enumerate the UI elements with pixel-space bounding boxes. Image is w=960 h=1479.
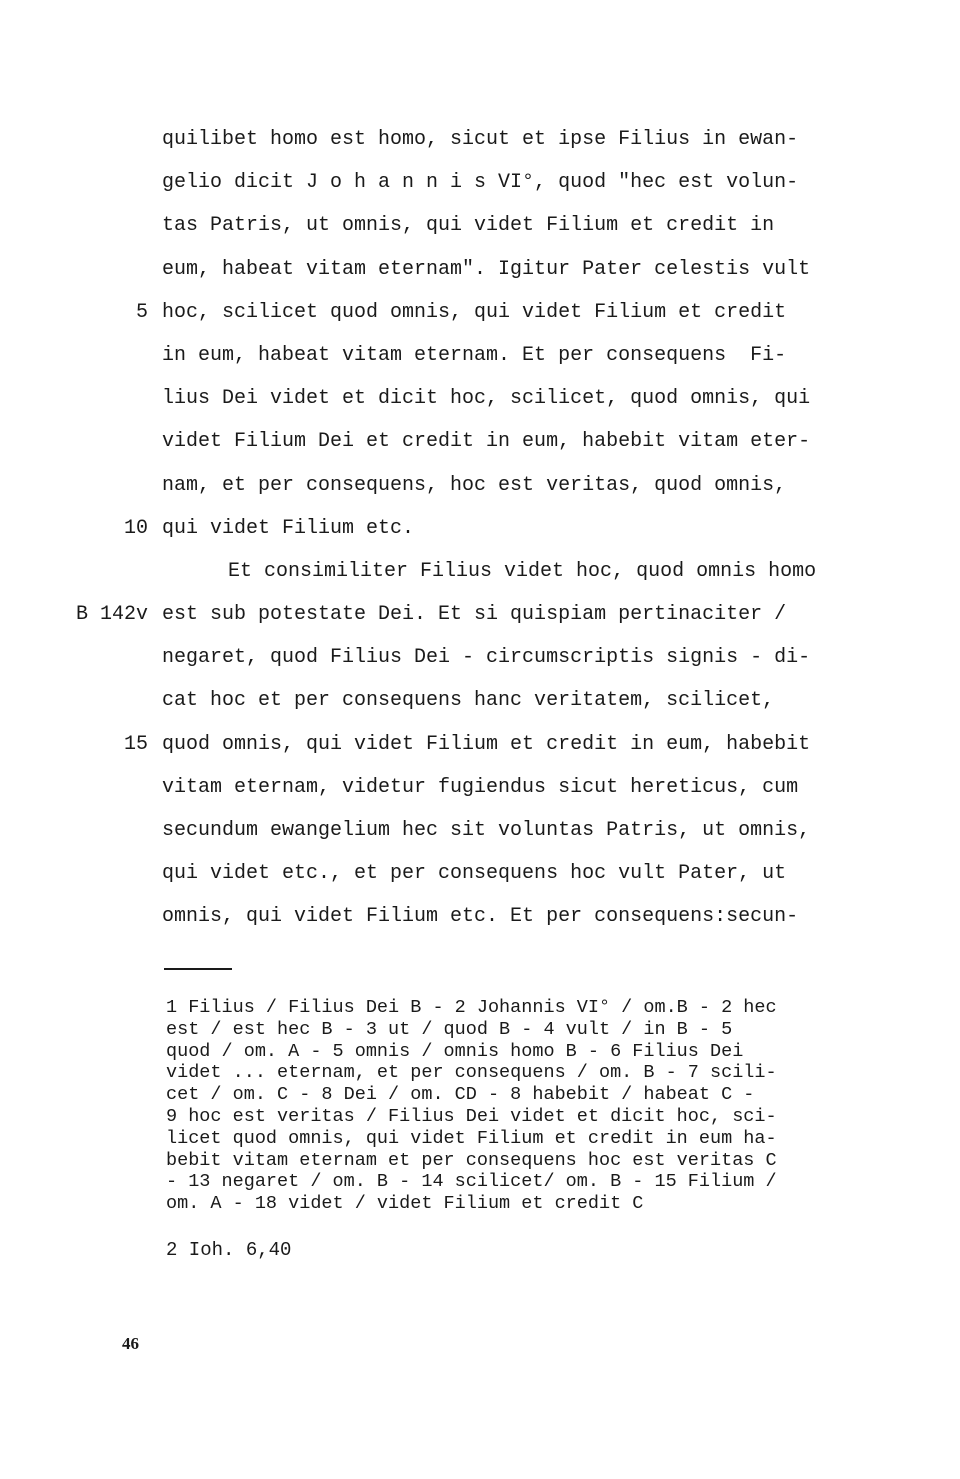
text-line: [0, 809, 960, 852]
line-text: omnis, qui videt Filium etc. Et per consequens:secun-: [162, 905, 799, 929]
line-text: secundum ewangelium hec sit voluntas Patris, ut omnis,: [162, 819, 811, 842]
text-line: [0, 723, 960, 766]
line-text: hoc, scilicet quod omnis, qui videt Filium et credit: [162, 300, 787, 324]
text-line: [0, 291, 960, 334]
apparatus-line: [0, 1128, 960, 1150]
apparatus-line: [0, 1171, 960, 1193]
apparatus-line: [0, 1150, 960, 1172]
line-text: eum, habeat vitam eternam". Igitur Pater celestis vult: [162, 257, 811, 281]
line-text: gelio dicit J o h a n n i s VI°, quod "hec est volun-: [162, 171, 799, 195]
line-text: videt Filium Dei et credit in eum, habebit vitam eter-: [162, 430, 811, 454]
apparatus-text: 9 hoc est veritas / Filius Dei videt et dicit hoc, sci-: [166, 1105, 777, 1127]
apparatus-line: [0, 1019, 960, 1041]
text-line: [0, 895, 960, 938]
line-text: qui videt etc., et per consequens hoc vult Pater, ut: [162, 862, 787, 886]
text-line: [0, 420, 960, 463]
text-line: [0, 507, 960, 550]
apparatus-text: om. A - 18 videt / videt Filium et credit C: [166, 1193, 644, 1215]
line-text: quilibet homo est homo, sicut et ipse Filius in ewan-: [162, 128, 799, 151]
line-text: quod omnis, qui videt Filium et credit in eum, habebit: [162, 732, 811, 756]
line-text: vitam eternam, videtur fugiendus sicut hereticus, cum: [162, 775, 799, 799]
main-text: [0, 118, 960, 939]
apparatus-line: [0, 1041, 960, 1063]
apparatus-line: [0, 997, 960, 1019]
line-text: tas Patris, ut omnis, qui videt Filium et credit in: [162, 214, 775, 238]
apparatus-line: [0, 1084, 960, 1106]
apparatus-line: [0, 1193, 960, 1215]
line-number: 15: [123, 732, 148, 756]
apparatus-text: licet quod omnis, qui videt Filium et credit in eum ha-: [166, 1127, 777, 1149]
line-text: Et consimiliter Filius videt hoc, quod omnis homo: [228, 559, 817, 583]
source-reference: 2 Ioh. 6,40: [166, 1239, 292, 1261]
line-text: qui videt Filium etc.: [162, 516, 415, 540]
line-number: 5: [135, 300, 148, 324]
text-line: [0, 766, 960, 809]
footnote-rule: [164, 968, 232, 970]
line-number: 10: [123, 516, 148, 540]
line-text: in eum, habeat vitam eternam. Et per consequens Fi-: [162, 343, 787, 367]
critical-apparatus: [0, 997, 960, 1215]
text-line: [0, 636, 960, 679]
text-line: [0, 593, 960, 636]
text-line: [0, 248, 960, 291]
line-text: est sub potestate Dei. Et si quispiam pertinaciter /: [162, 603, 787, 627]
apparatus-text: bebit vitam eternam et per consequens hoc est veritas C: [166, 1149, 777, 1171]
apparatus-text: 1 Filius / Filius Dei B - 2 Johannis VI° / om.B - 2 hec: [166, 997, 777, 1018]
apparatus-text: quod / om. A - 5 omnis / omnis homo B - 6 Filius Dei: [166, 1040, 744, 1062]
text-line: [0, 852, 960, 895]
text-line: [0, 334, 960, 377]
apparatus-text: videt ... eternam, et per consequens / om. B - 7 scili-: [166, 1062, 777, 1084]
apparatus-line: [0, 1062, 960, 1084]
apparatus-text: est / est hec B - 3 ut / quod B - 4 vult / in B - 5: [166, 1018, 733, 1040]
line-text: negaret, quod Filius Dei - circumscriptis signis - di-: [162, 646, 811, 670]
text-line: [0, 679, 960, 722]
page-number: 46: [122, 1334, 139, 1353]
text-line: [0, 464, 960, 507]
apparatus-text: cet / om. C - 8 Dei / om. CD - 8 habebit / habeat C -: [166, 1084, 755, 1106]
apparatus-line: [0, 1106, 960, 1128]
text-line: [0, 377, 960, 420]
text-line: [0, 118, 960, 161]
text-line: [0, 204, 960, 247]
line-text: lius Dei videt et dicit hoc, scilicet, quod omnis, qui: [162, 387, 811, 411]
line-number: B 142v: [75, 603, 148, 627]
line-text: cat hoc et per consequens hanc veritatem, scilicet,: [162, 689, 775, 713]
line-text: nam, et per consequens, hoc est veritas, quod omnis,: [162, 473, 787, 497]
apparatus-text: - 13 negaret / om. B - 14 scilicet/ om. B - 15 Filium /: [166, 1171, 777, 1193]
text-line: [0, 161, 960, 204]
text-line: [0, 550, 960, 593]
